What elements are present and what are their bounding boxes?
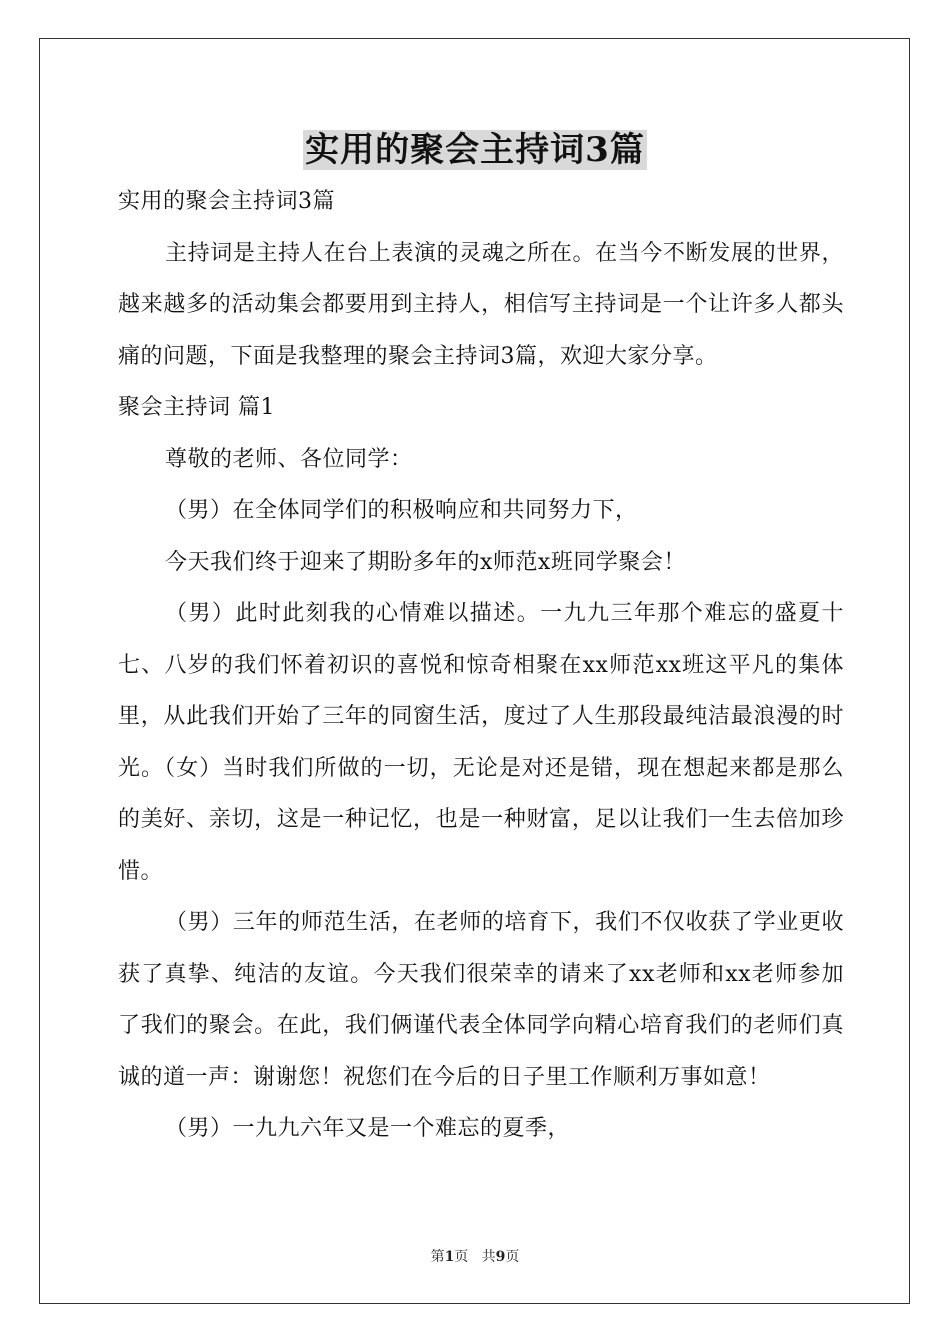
document-title-text: 实用的聚会主持词3篇 (305, 130, 645, 170)
section-heading: 聚会主持词 篇1 (118, 395, 275, 420)
footer-prefix: 第 (430, 1249, 445, 1265)
paragraph: （男）此时此刻我的心情难以描述。一九九三年那个难忘的盛夏十七、八岁的我们怀着初识的喜悦和惊奇相聚在xx师范xx班这平凡的集体里，从此我们开始了三年的同窗生活，度过了人生那段最纯洁最浪漫的时光。（女）当时我们所做的一切，无论是对还是错，现在想起来都是那么的美好、亲切，这是一种记忆，也是一种财富，足以让我们一生去倍加珍惜。 (118, 601, 844, 884)
document-subtitle: 实用的聚会主持词3篇 (118, 189, 335, 214)
paragraph: （男）三年的师范生活，在老师的培育下，我们不仅收获了学业更收获了真挚、纯洁的友谊。今天我们很荣幸的请来了xx老师和xx老师参加了我们的聚会。在此，我们俩谨代表全体同学向精心培育我们的老师们真诚的道一声：谢谢您！祝您们在今后的日子里工作顺利万事如意！ (118, 910, 844, 1090)
footer-page-suffix: 页 (454, 1249, 469, 1265)
footer-page-number: 1 (444, 1249, 455, 1265)
paragraph: （男）一九九六年又是一个难忘的夏季， (165, 1116, 571, 1141)
paragraph-intro: 主持词是主持人在台上表演的灵魂之所在。在当今不断发展的世界，越来越多的活动集会都要用到主持人，相信写主持词是一个让许多人都头痛的问题，下面是我整理的聚会主持词3篇，欢迎大家分享。 (118, 240, 844, 369)
footer-total-suffix: 页 (505, 1249, 520, 1265)
paragraph-greeting: 尊敬的老师、各位同学： (165, 446, 413, 472)
document-body (118, 176, 844, 1155)
paragraph: 今天我们终于迎来了期盼多年的x师范x班同学聚会！ (165, 549, 686, 575)
paragraph: （男）在全体同学们的积极响应和共同努力下， (165, 498, 638, 523)
footer-total-prefix: 共 (481, 1249, 496, 1265)
footer-total-pages: 9 (495, 1249, 506, 1265)
page-footer (0, 1246, 950, 1266)
document-title (0, 128, 950, 172)
